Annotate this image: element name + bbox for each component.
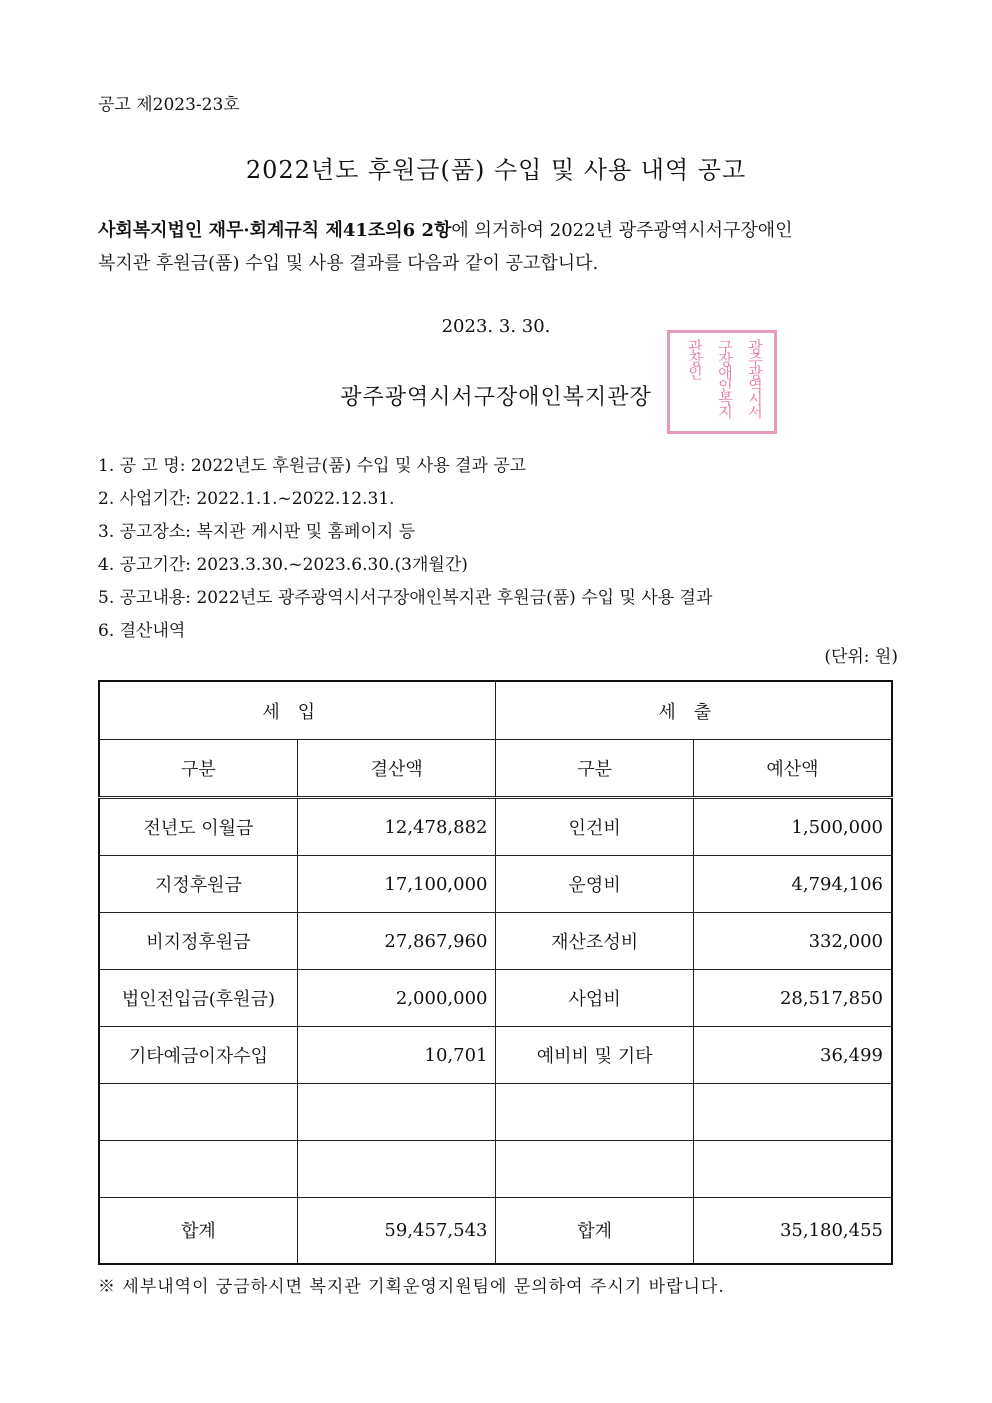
expense-amount: 4,794,106 (693, 856, 892, 913)
income-category: 지정후원금 (99, 856, 297, 913)
income-amount: 2,000,000 (297, 970, 496, 1027)
income-amount (297, 1141, 496, 1198)
income-category: 기타예금이자수입 (99, 1027, 297, 1084)
expense-category: 운영비 (496, 856, 693, 913)
item-business-period: 2. 사업기간: 2022.1.1.~2022.12.31. (98, 489, 395, 509)
expense-amount: 332,000 (693, 913, 892, 970)
expense-category: 사업비 (496, 970, 693, 1027)
table-column-header (99, 740, 892, 798)
income-amount: 27,867,960 (297, 913, 496, 970)
table-row (99, 1084, 892, 1141)
income-category: 비지정후원금 (99, 913, 297, 970)
item-notice-name: 1. 공 고 명: 2022년도 후원금(품) 수입 및 사용 결과 공고 (98, 456, 527, 476)
income-header: 세입 (99, 681, 496, 740)
table-row (99, 1027, 892, 1084)
expense-header: 세출 (496, 681, 892, 740)
expense-amount: 1,500,000 (693, 798, 892, 856)
expense-amount-header: 예산액 (693, 740, 892, 798)
expense-category: 재산조성비 (496, 913, 693, 970)
income-category-header: 구분 (99, 740, 297, 798)
income-amount: 17,100,000 (297, 856, 496, 913)
settlement-table (98, 680, 893, 1265)
item-notice-content: 5. 공고내용: 2022년도 광주광역시서구장애인복지관 후원금(품) 수입 및 사용 결과 (98, 588, 713, 608)
income-category: 법인전입금(후원금) (99, 970, 297, 1027)
income-amount: 12,478,882 (297, 798, 496, 856)
official-seal: 광주광역시서구장애인복지관장인 (667, 330, 777, 434)
table-row (99, 1141, 892, 1198)
table-row (99, 913, 892, 970)
expense-category: 인건비 (496, 798, 693, 856)
expense-amount: 28,517,850 (693, 970, 892, 1027)
income-amount (297, 1084, 496, 1141)
notice-number: 공고 제2023-23호 (98, 95, 240, 115)
expense-category (496, 1141, 693, 1198)
footnote: ※ 세부내역이 궁금하시면 복지관 기획운영지원팀에 문의하여 주시기 바랍니다. (98, 1277, 725, 1297)
unit-label: (단위: 원) (824, 647, 898, 667)
income-category (99, 1141, 297, 1198)
intro-regulation: 사회복지법인 재무·회계규칙 제41조의6 2항 (98, 220, 452, 241)
expense-category-header: 구분 (496, 740, 693, 798)
item-notice-place: 3. 공고장소: 복지관 게시판 및 홈페이지 등 (98, 522, 416, 542)
expense-amount: 36,499 (693, 1027, 892, 1084)
income-total-label: 합계 (99, 1198, 297, 1264)
notice-date: 2023. 3. 30. (441, 316, 551, 337)
expense-amount (693, 1141, 892, 1198)
page-title: 2022년도 후원금(품) 수입 및 사용 내역 공고 (245, 156, 747, 184)
expense-amount (693, 1084, 892, 1141)
item-notice-period: 4. 공고기간: 2023.3.30.~2023.6.30.(3개월간) (98, 555, 468, 575)
income-amount-header: 결산액 (297, 740, 496, 798)
table-row (99, 856, 892, 913)
intro-paragraph (98, 214, 898, 280)
expense-category: 예비비 및 기타 (496, 1027, 693, 1084)
table-group-header (99, 681, 892, 740)
intro-text-line1: 에 의거하여 2022년 광주광역시서구장애인 (451, 220, 793, 241)
expense-total: 35,180,455 (693, 1198, 892, 1264)
table-row (99, 970, 892, 1027)
table-total-row (99, 1198, 892, 1264)
issuer-name: 광주광역시서구장애인복지관장 (340, 385, 652, 410)
table-row (99, 798, 892, 856)
income-total: 59,457,543 (297, 1198, 496, 1264)
notice-items (98, 450, 712, 648)
income-amount: 10,701 (297, 1027, 496, 1084)
expense-total-label: 합계 (496, 1198, 693, 1264)
income-category: 전년도 이월금 (99, 798, 297, 856)
income-category (99, 1084, 297, 1141)
expense-category (496, 1084, 693, 1141)
item-settlement: 6. 결산내역 (98, 621, 186, 641)
intro-text-line2: 복지관 후원금(품) 수입 및 사용 결과를 다음과 같이 공고합니다. (98, 253, 599, 274)
